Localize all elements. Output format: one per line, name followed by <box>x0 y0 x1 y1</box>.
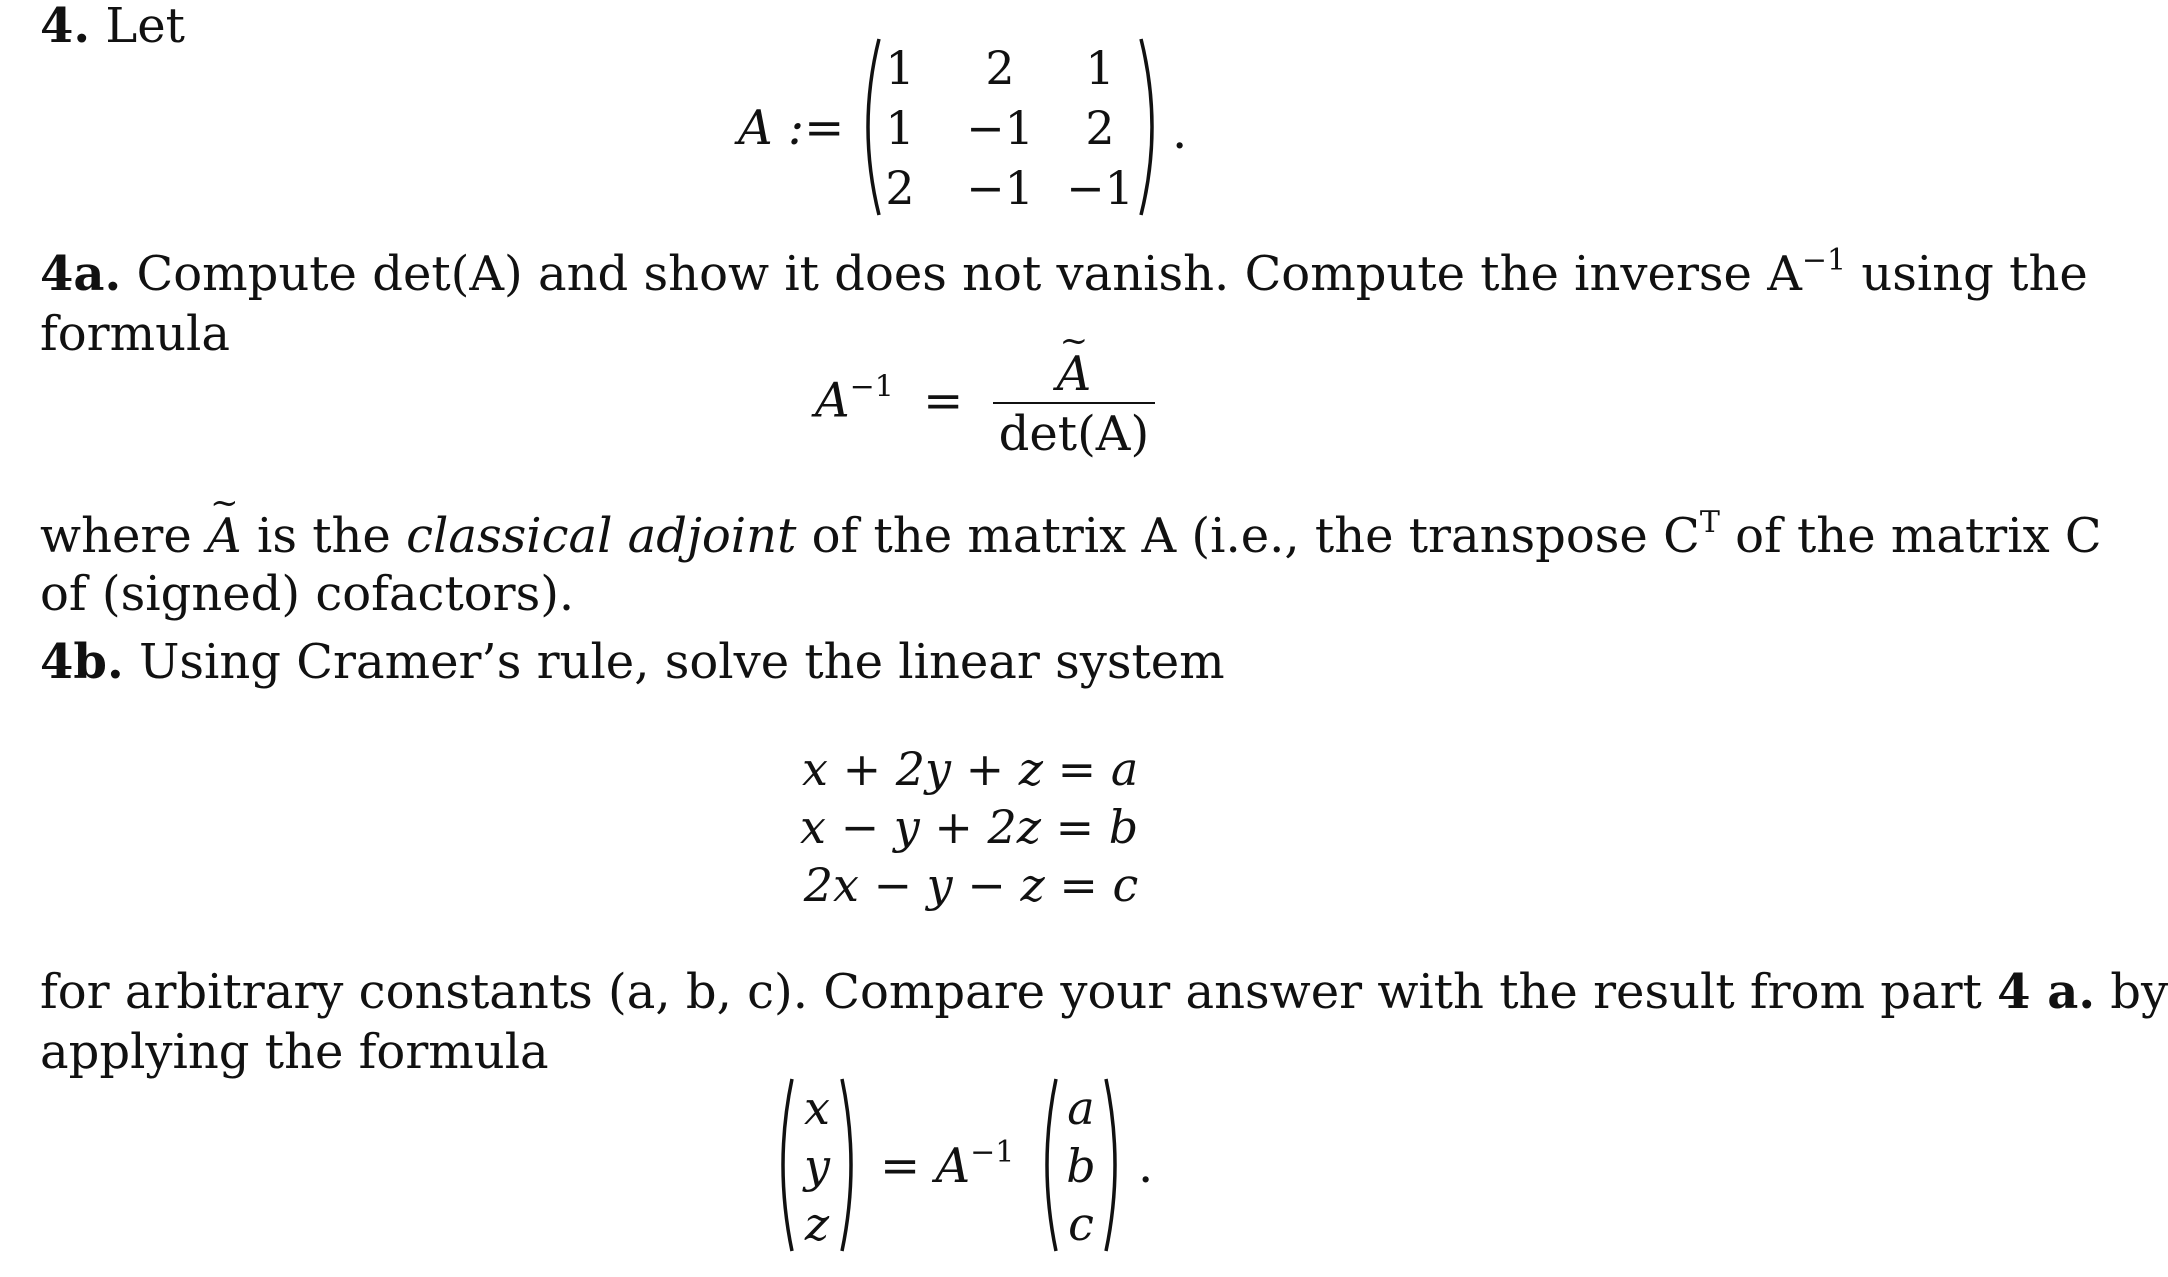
where-end: of the matrix C <box>1735 508 2102 564</box>
vector-abc-entry: a <box>1067 1081 1095 1135</box>
matrix-cell: −1 <box>966 101 1034 155</box>
matrix-cell: 1 <box>885 101 915 155</box>
formula-denominator: det(A) <box>993 402 1156 458</box>
part-b-after-line1 <box>40 964 2168 1020</box>
vector-period: . <box>1138 1138 1154 1194</box>
vector-abc-entry: c <box>1068 1197 1094 1251</box>
equation-1: x + 2y + z = a <box>802 742 1139 796</box>
matrix-cell: 2 <box>885 161 915 215</box>
inverse-formula <box>815 346 1155 462</box>
part-b-intro-line <box>40 634 1225 690</box>
part-b-label: 4b. <box>40 634 124 690</box>
vector-equals: = <box>880 1138 921 1194</box>
equation-3: 2x − y − z = c <box>803 858 1139 912</box>
formula-numerator: ~ A <box>1057 350 1092 398</box>
part-b-after-line2: applying the formula <box>40 1024 549 1080</box>
matrix-cell: 1 <box>1085 41 1115 95</box>
part-b-intro: Using Cramer’s rule, solve the linear system <box>138 634 1225 690</box>
matrix-cell: −1 <box>1066 161 1134 215</box>
formula-lhs: A <box>815 372 850 429</box>
vector-xyz-entry: z <box>804 1197 830 1251</box>
part-a-last-line: of (signed) cofactors). <box>40 566 575 622</box>
problem-header <box>40 0 185 54</box>
matrix-cell: 2 <box>1085 101 1115 155</box>
matrix-period: . <box>1172 104 1188 160</box>
matrix-A <box>855 35 1165 220</box>
vector-A: A <box>935 1138 971 1194</box>
where-pre: where <box>40 508 192 564</box>
part-a-inverse-sup: −1 <box>1801 243 1847 278</box>
vector-formula-middle <box>880 1135 1015 1194</box>
matrix-cell: 1 <box>885 41 915 95</box>
after-pre: for arbitrary constants (a, b, c). Compare your answer with the result from part <box>40 964 1982 1020</box>
where-post: of the matrix A (i.e., the transpose C <box>811 508 1700 564</box>
formula-lhs-sup: −1 <box>849 369 894 405</box>
where-atilde: ~ A <box>207 512 242 560</box>
part-a-text: Compute det(A) and show it does not vanish. Compute the inverse A <box>136 246 1802 302</box>
part-a-line2: formula <box>40 306 231 362</box>
linear-system <box>800 740 1138 914</box>
vector-xyz-entry: x <box>804 1081 830 1135</box>
where-sup: T <box>1699 505 1720 540</box>
part-a-line1 <box>40 243 2088 302</box>
matrix-cell: 2 <box>985 41 1015 95</box>
formula-equals: = <box>923 372 964 429</box>
problem-number: 4. <box>40 0 91 54</box>
vector-abc-entry: b <box>1066 1139 1096 1193</box>
matrix-label: A := <box>738 100 845 156</box>
problem-let: Let <box>105 0 185 54</box>
part-a-label: 4a. <box>40 246 122 302</box>
part-a-where-line <box>40 505 2102 564</box>
equation-2: x − y + 2z = b <box>800 800 1139 854</box>
where-italic: classical adjoint <box>406 508 797 564</box>
vector-abc <box>1036 1075 1126 1255</box>
after-bold: 4 a. <box>1997 964 2096 1020</box>
formula-fraction <box>993 346 1156 462</box>
vector-xyz <box>772 1075 862 1255</box>
part-a-text-end: using the <box>1861 246 2088 302</box>
after-end: by <box>2110 964 2168 1020</box>
vector-xyz-entry: y <box>804 1139 830 1193</box>
where-mid: is the <box>256 508 391 564</box>
matrix-cell: −1 <box>966 161 1034 215</box>
vector-A-sup: −1 <box>970 1135 1015 1170</box>
